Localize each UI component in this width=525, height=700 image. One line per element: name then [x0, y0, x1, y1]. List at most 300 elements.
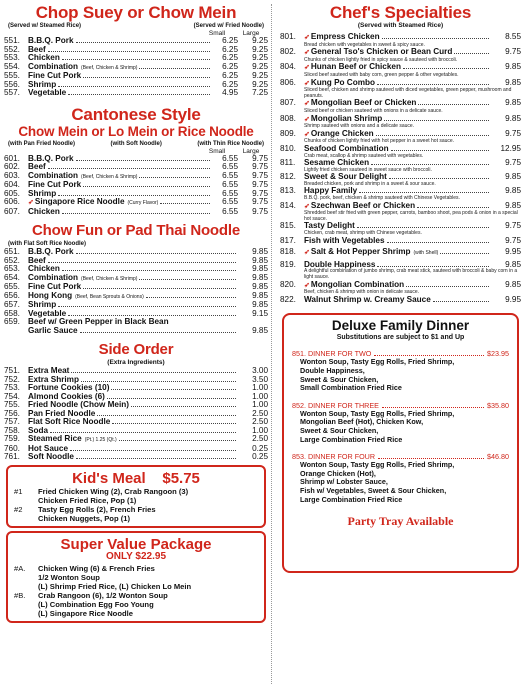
item-name: Garlic Sauce — [28, 325, 78, 335]
hot-pepper-icon: ➶ — [304, 202, 310, 210]
item-description: Sliced beef or chicken sauteed with onions in a delicate sauce. — [304, 107, 443, 114]
item-name: Fortune Cookies (10) — [28, 383, 110, 392]
dot-leader — [62, 213, 210, 214]
dot-leader — [418, 104, 489, 105]
item-name: Combination — [28, 170, 79, 180]
item-note: (Pt.) 1.25 (Qt.) — [84, 437, 117, 443]
package-key: #1 — [14, 486, 23, 496]
item-price: 9.85 — [252, 282, 268, 291]
package-text: (L) Combination Egg Foo Young — [38, 599, 154, 609]
chop-suey-section — [4, 4, 268, 98]
item-name: Fine Cut Pork — [28, 180, 82, 189]
dot-leader — [376, 135, 489, 136]
item-price: 9.85 — [252, 290, 268, 300]
package-line — [14, 505, 258, 514]
dot-leader — [119, 440, 236, 441]
item-price: 0.25 — [252, 443, 268, 453]
hot-pepper-icon: ➶ — [304, 115, 310, 123]
dot-leader — [389, 178, 489, 179]
item-price: 9.85 — [505, 279, 521, 289]
package-line — [14, 609, 258, 618]
cantonese-size-small: Small — [208, 147, 226, 155]
item-number: 801. — [280, 32, 296, 41]
item-note: (Curry Flavor) — [127, 200, 159, 206]
dot-leader — [139, 68, 210, 69]
item-number: 659. — [4, 317, 20, 326]
item-number: 555. — [4, 71, 20, 80]
dot-leader — [454, 53, 489, 54]
item-name: ➶Szechwan Beef or Chicken — [304, 200, 416, 210]
item-price: 9.75 — [505, 158, 521, 168]
price-large: 9.75 — [252, 180, 268, 189]
package-text: (L) Singapore Rice Noodle — [38, 608, 133, 618]
dot-leader — [382, 38, 489, 39]
item-number: 655. — [4, 282, 20, 291]
item-number: 656. — [4, 290, 20, 300]
item-number: 804. — [280, 62, 296, 72]
item-number: 759. — [4, 434, 20, 443]
item-number: 605. — [4, 188, 20, 198]
item-number: 556. — [4, 79, 20, 89]
price-small: 4.95 — [222, 88, 238, 97]
price-small: 6.55 — [222, 206, 238, 216]
item-name: Tasty Delight — [304, 221, 355, 231]
package-text: Fried Chicken Wing (2), Crab Rangoon (3) — [38, 486, 189, 496]
item-number: 807. — [280, 98, 296, 108]
price-small: 6.55 — [222, 188, 238, 198]
dot-leader — [131, 406, 236, 407]
item-description: Breaded chicken, pork and shrimp in a sweet & sour sauce. — [304, 180, 436, 187]
package-key — [14, 514, 38, 523]
item-name: Chicken — [28, 53, 60, 62]
item-price: 9.85 — [505, 113, 521, 123]
hot-pepper-icon: ➶ — [28, 199, 34, 206]
item-name: Almond Cookies (6) — [28, 391, 105, 401]
item-price: 9.85 — [252, 325, 268, 335]
item-number: 761. — [4, 452, 20, 461]
price-small: 6.25 — [222, 71, 238, 80]
dot-leader — [139, 177, 210, 178]
item-name: Sweet & Sour Delight — [304, 172, 387, 182]
item-number: 607. — [4, 206, 20, 216]
dot-leader — [357, 227, 489, 228]
price-large: 9.75 — [252, 170, 268, 180]
item-name: Vegetable — [28, 88, 67, 97]
item-name: Shrimp — [28, 188, 57, 198]
kids-meal-box — [6, 465, 266, 528]
chow-fun-section — [4, 222, 268, 335]
item-price: 2.50 — [252, 417, 268, 426]
dot-leader — [107, 398, 236, 399]
item-price: 9.85 — [505, 186, 521, 196]
item-description: Bread chicken with vegetables in sweet & spicy sauce. — [304, 41, 425, 48]
item-name: ➶Orange Chicken — [304, 128, 374, 138]
package-line — [14, 591, 258, 600]
item-number: 758. — [4, 425, 20, 435]
chef-title: Chef's Specialties — [329, 3, 472, 22]
dinner-price: $23.95 — [487, 349, 509, 359]
item-number: 819. — [280, 259, 296, 269]
item-number: 601. — [4, 153, 20, 163]
item-description: Beef, chicken & shrimp with onion in delicate sauce. — [304, 289, 420, 296]
item-number: 813. — [280, 186, 296, 196]
dot-leader — [76, 458, 236, 459]
item-price: 9.85 — [505, 259, 521, 269]
item-price: 9.85 — [505, 77, 521, 87]
row-spacer — [280, 304, 521, 307]
left-column — [0, 0, 272, 626]
price-small: 6.55 — [222, 170, 238, 180]
package-line — [14, 573, 258, 582]
item-number: 809. — [280, 128, 296, 138]
package-line — [14, 600, 258, 609]
chef-section — [280, 4, 521, 307]
item-name: Beef — [28, 255, 46, 265]
item-note: (with Shell) — [413, 250, 439, 257]
item-description: Crab meat, scallop & shrimp sauteed with vegetables. — [304, 152, 424, 159]
dinner-line: Wonton Soup, Tasty Egg Rolls, Fried Shrimp, — [300, 408, 455, 418]
price-small: 6.55 — [222, 180, 238, 189]
dot-leader — [387, 242, 489, 243]
kids-meal-list — [14, 487, 258, 523]
dinner-line: Large Combination Fried Rice — [300, 494, 403, 504]
kids-meal-title: Kid's Meal $5.75 — [72, 469, 200, 487]
item-description: Lightly fried chicken sauteed in sweet sauce with broccoli. — [304, 166, 432, 173]
price-small: 6.25 — [222, 61, 238, 71]
item-name: Chicken — [28, 206, 60, 216]
item-description: Sliced beef sauteed with baby corn, green pepper & other vegetables. — [304, 71, 459, 78]
package-key — [14, 609, 38, 618]
package-key — [14, 582, 38, 591]
price-large: 9.75 — [252, 197, 268, 206]
item-name: Combination — [28, 272, 79, 282]
dot-leader — [58, 306, 236, 307]
menu-item-row — [4, 89, 268, 98]
item-name: ➶Singapore Rice Noodle — [28, 197, 125, 206]
dot-leader — [83, 288, 236, 289]
side-order-title: Side Order — [98, 341, 174, 358]
cantonese-size-large: Large — [242, 147, 260, 155]
item-price: 1.00 — [252, 383, 268, 392]
dot-leader — [111, 389, 236, 390]
chef-note: (Served with Steamed Rice) — [357, 22, 444, 29]
family-dinner-list — [292, 349, 509, 504]
item-price: 9.85 — [252, 300, 268, 309]
item-number: 751. — [4, 366, 20, 375]
price-small: 6.25 — [222, 79, 238, 89]
dot-leader — [81, 381, 236, 382]
item-note: (Beef, Chicken & Shrimp) — [81, 173, 138, 180]
item-number: 812. — [280, 172, 296, 182]
item-price: 9.85 — [505, 62, 521, 72]
item-number: 756. — [4, 408, 20, 418]
dot-leader — [391, 150, 489, 151]
hot-pepper-icon: ➶ — [304, 130, 310, 138]
item-name: Fish with Vegetables — [304, 235, 385, 245]
cantonese-section — [4, 106, 268, 217]
item-price: 9.95 — [505, 247, 521, 257]
item-price: 9.75 — [505, 47, 521, 57]
price-small: 6.55 — [222, 162, 238, 171]
dinner-line: Large Combination Fried Rice — [300, 434, 403, 444]
package-key — [14, 573, 38, 582]
package-key — [14, 496, 38, 505]
item-number: 651. — [4, 247, 20, 256]
dinner-line: Wonton Soup, Tasty Egg Rolls, Fried Shrimp, — [300, 357, 455, 367]
item-number: 814. — [280, 200, 296, 210]
dot-leader — [83, 77, 210, 78]
chow-fun-note: (with Flat Soft Rice Noodle) — [8, 241, 86, 247]
item-name: ➶Mongolian Shrimp — [304, 113, 383, 123]
hot-pepper-icon: ➶ — [304, 249, 310, 257]
package-line — [14, 514, 258, 523]
item-number: 754. — [4, 391, 20, 401]
dot-leader — [70, 450, 236, 451]
item-number: 653. — [4, 264, 20, 273]
item-description: Shrimp sauteed with onions and a delicate sauce. — [304, 123, 415, 130]
item-name: Combination — [28, 61, 79, 71]
chef-item-row — [280, 248, 521, 258]
item-number: 551. — [4, 36, 20, 45]
dot-leader — [83, 186, 210, 187]
item-name: Happy Family — [304, 186, 358, 196]
price-large: 7.25 — [252, 88, 268, 97]
package-key — [14, 600, 38, 609]
dot-leader — [139, 279, 236, 280]
item-number: 658. — [4, 308, 20, 318]
item-number: 806. — [280, 77, 296, 87]
dot-leader — [76, 42, 211, 43]
chef-item-row — [280, 237, 521, 246]
dot-leader — [377, 266, 489, 267]
cantonese-notes — [4, 140, 268, 148]
item-price: 9.85 — [252, 264, 268, 273]
price-small: 6.25 — [222, 53, 238, 62]
item-price: 2.50 — [252, 434, 268, 443]
dinner-line: Fish w/ Vegetables, Sweet & Sour Chicken, — [300, 485, 447, 495]
dot-leader — [359, 192, 489, 193]
dot-leader — [97, 415, 236, 416]
chop-suey-notes — [4, 22, 268, 30]
item-note: (Beef, Chicken & Shrimp) — [81, 275, 138, 282]
super-value-list — [14, 564, 258, 618]
item-name: B.B.Q. Pork — [28, 247, 74, 256]
item-number: 760. — [4, 443, 20, 453]
item-name: Fried Noodle (Chow Mein) — [28, 400, 129, 409]
item-number: 553. — [4, 53, 20, 62]
dinner-line: Sweet & Sour Chicken, — [300, 425, 379, 435]
chef-list — [280, 33, 521, 307]
package-line — [14, 564, 258, 573]
price-large: 9.75 — [252, 188, 268, 198]
dot-leader — [76, 160, 211, 161]
menu-item-row — [4, 327, 268, 336]
chef-item-row — [280, 296, 521, 305]
item-number: 755. — [4, 400, 20, 409]
item-description: B.B.Q. pork, beef, chicken & shrimp sauteed with Chinese Vegetables. — [304, 195, 460, 202]
dot-leader — [417, 207, 489, 208]
dot-leader — [71, 372, 236, 373]
item-name: Hot Sauce — [28, 443, 69, 453]
hot-pepper-icon: ➶ — [304, 49, 310, 57]
cantonese-note-2: (with Soft Noodle) — [110, 140, 162, 147]
cantonese-subtitle: Chow Mein or Lo Mein or Rice Noodle — [18, 123, 254, 139]
family-dinner-sub: Substitutions are subject to $1 and Up — [336, 334, 465, 342]
item-number: 602. — [4, 162, 20, 171]
item-name: Beef — [28, 162, 46, 171]
price-large: 9.25 — [252, 53, 268, 62]
item-name: ➶Kung Po Combo — [304, 77, 375, 87]
chow-fun-list — [4, 248, 268, 335]
price-small: 6.55 — [222, 197, 238, 206]
item-note: (Beef, Chicken & Shrimp) — [81, 64, 138, 71]
price-small: 6.25 — [222, 36, 238, 45]
dinner-line: Double Happiness, — [300, 365, 365, 375]
item-number: 818. — [280, 247, 296, 257]
item-description: A delightful combination of jumbo shrimp, crab meat stick, sauteed with broccoli & baby corn in a light sauce. — [304, 268, 518, 280]
dinner-label: 853. DINNER FOR FOUR — [292, 452, 376, 462]
dot-leader — [62, 59, 210, 60]
dot-leader — [382, 401, 484, 408]
dot-leader — [371, 164, 489, 165]
item-number: 604. — [4, 180, 20, 189]
package-key: #2 — [14, 504, 23, 514]
item-price: 9.85 — [505, 98, 521, 108]
package-text: Tasty Egg Rolls (2), French Fries — [38, 504, 156, 514]
item-name: Steamed Rice — [28, 434, 82, 443]
item-number: 808. — [280, 113, 296, 123]
dot-leader — [48, 51, 210, 52]
super-value-price: ONLY $22.95 — [105, 550, 167, 562]
item-number: 757. — [4, 417, 20, 426]
item-price: 9.85 — [252, 255, 268, 265]
price-small: 6.55 — [222, 153, 238, 163]
item-name: ➶Mongolian Beef or Chicken — [304, 98, 417, 108]
dot-leader — [68, 94, 210, 95]
dot-leader — [58, 195, 210, 196]
price-large: 9.25 — [252, 79, 268, 89]
dinner-price: $35.80 — [487, 400, 509, 410]
item-name: ➶Hunan Beef or Chicken — [304, 62, 401, 72]
item-price: 9.85 — [505, 172, 521, 182]
item-number: 652. — [4, 255, 20, 265]
party-tray-label: Party Tray Available — [347, 514, 454, 529]
item-price: 12.95 — [500, 143, 521, 153]
dinner-line: Wonton Soup, Tasty Egg Rolls, Fried Shrimp, — [300, 460, 455, 470]
item-name: B.B.Q. Pork — [28, 36, 74, 45]
hot-pepper-icon: ➶ — [304, 34, 310, 41]
chop-suey-title: Chop Suey or Chow Mein — [35, 3, 237, 22]
item-price: 8.55 — [505, 32, 521, 41]
dot-leader — [68, 315, 236, 316]
item-description: Chunks of chicken lightly fried in spicy sauce & sauteed with broccoli. — [304, 56, 458, 63]
price-large: 9.25 — [252, 36, 268, 45]
item-price: 9.85 — [252, 247, 268, 256]
item-number: 654. — [4, 272, 20, 282]
dinner-label: 852. DINNER FOR THREE — [292, 400, 379, 410]
item-name: Fine Cut Pork — [28, 71, 82, 80]
item-number: 552. — [4, 44, 20, 54]
item-number: 753. — [4, 383, 20, 392]
item-price: 1.00 — [252, 400, 268, 409]
price-large: 9.75 — [252, 162, 268, 171]
item-name: Beef — [28, 44, 46, 54]
item-name: Extra Meat — [28, 366, 70, 375]
dot-leader — [58, 86, 210, 87]
package-line — [14, 487, 258, 496]
item-number: 554. — [4, 61, 20, 71]
item-number: 752. — [4, 374, 20, 384]
item-name: Vegetable — [28, 308, 67, 318]
dot-leader — [384, 120, 489, 121]
item-name: Sesame Chicken — [304, 158, 370, 168]
family-dinner-title: Deluxe Family Dinner — [331, 318, 470, 334]
package-text: (L) Shrimp Fried Rice, (L) Chicken Lo Mein — [38, 581, 192, 591]
package-key: #B. — [14, 590, 26, 600]
item-name: Shrimp — [28, 79, 57, 89]
dot-leader — [377, 84, 489, 85]
item-number: 603. — [4, 170, 20, 180]
dot-leader — [62, 270, 236, 271]
dot-leader — [76, 253, 237, 254]
item-number: 815. — [280, 221, 296, 231]
dot-leader — [160, 203, 210, 204]
item-name: Fine Cut Pork — [28, 282, 82, 291]
item-name: Seafood Combination — [304, 143, 389, 153]
side-order-section — [4, 341, 268, 462]
dot-leader — [403, 68, 489, 69]
chow-fun-title: Chow Fun or Pad Thai Noodle — [32, 222, 240, 239]
dot-leader — [406, 286, 489, 287]
item-description: Chicken, crab meat, shrimp with Chinese vegetables. — [304, 230, 422, 237]
item-name: Extra Shrimp — [28, 374, 79, 384]
family-dinner-box — [282, 313, 519, 573]
item-note: (Beef, Bean Sprouts & Onions) — [75, 293, 144, 300]
hot-pepper-icon: ➶ — [304, 281, 310, 289]
side-order-list — [4, 367, 268, 462]
item-number: 802. — [280, 47, 296, 57]
item-number: 820. — [280, 279, 296, 289]
side-order-note: (Extra Ingredients) — [107, 359, 165, 366]
package-key: #A. — [14, 563, 26, 573]
item-name: Pan Fried Noodle — [28, 408, 96, 418]
price-large: 9.25 — [252, 71, 268, 80]
dinner-line: Mongolian Beef (Hot), Chicken Kow, — [300, 417, 424, 427]
item-description: Shredded beef stir fried with green pepper, carrots, bamboo shoot, pea pods & onion in a special hot sauce. — [304, 210, 518, 222]
package-line — [14, 582, 258, 591]
price-large: 9.25 — [252, 44, 268, 54]
item-number: 811. — [280, 158, 296, 168]
item-name: Shrimp — [28, 300, 57, 309]
cantonese-list — [4, 155, 268, 217]
package-line — [14, 496, 258, 505]
item-price: 3.00 — [252, 366, 268, 375]
dot-leader — [50, 432, 236, 433]
dot-leader — [80, 332, 236, 333]
item-price: 9.85 — [505, 200, 521, 210]
item-number: 557. — [4, 88, 20, 97]
dot-leader — [433, 301, 489, 302]
dinner-line: Shrimp w/ Lobster Sauce, — [300, 477, 388, 487]
dinner-label: 851. DINNER FOR TWO — [292, 349, 372, 359]
item-price: 3.50 — [252, 374, 268, 384]
price-small: 6.25 — [222, 44, 238, 54]
dot-leader — [112, 423, 236, 424]
item-price: 1.00 — [252, 425, 268, 435]
item-name: Soda — [28, 425, 49, 435]
dinner-line: Sweet & Sour Chicken, — [300, 374, 379, 384]
hot-pepper-icon: ➶ — [304, 79, 310, 87]
